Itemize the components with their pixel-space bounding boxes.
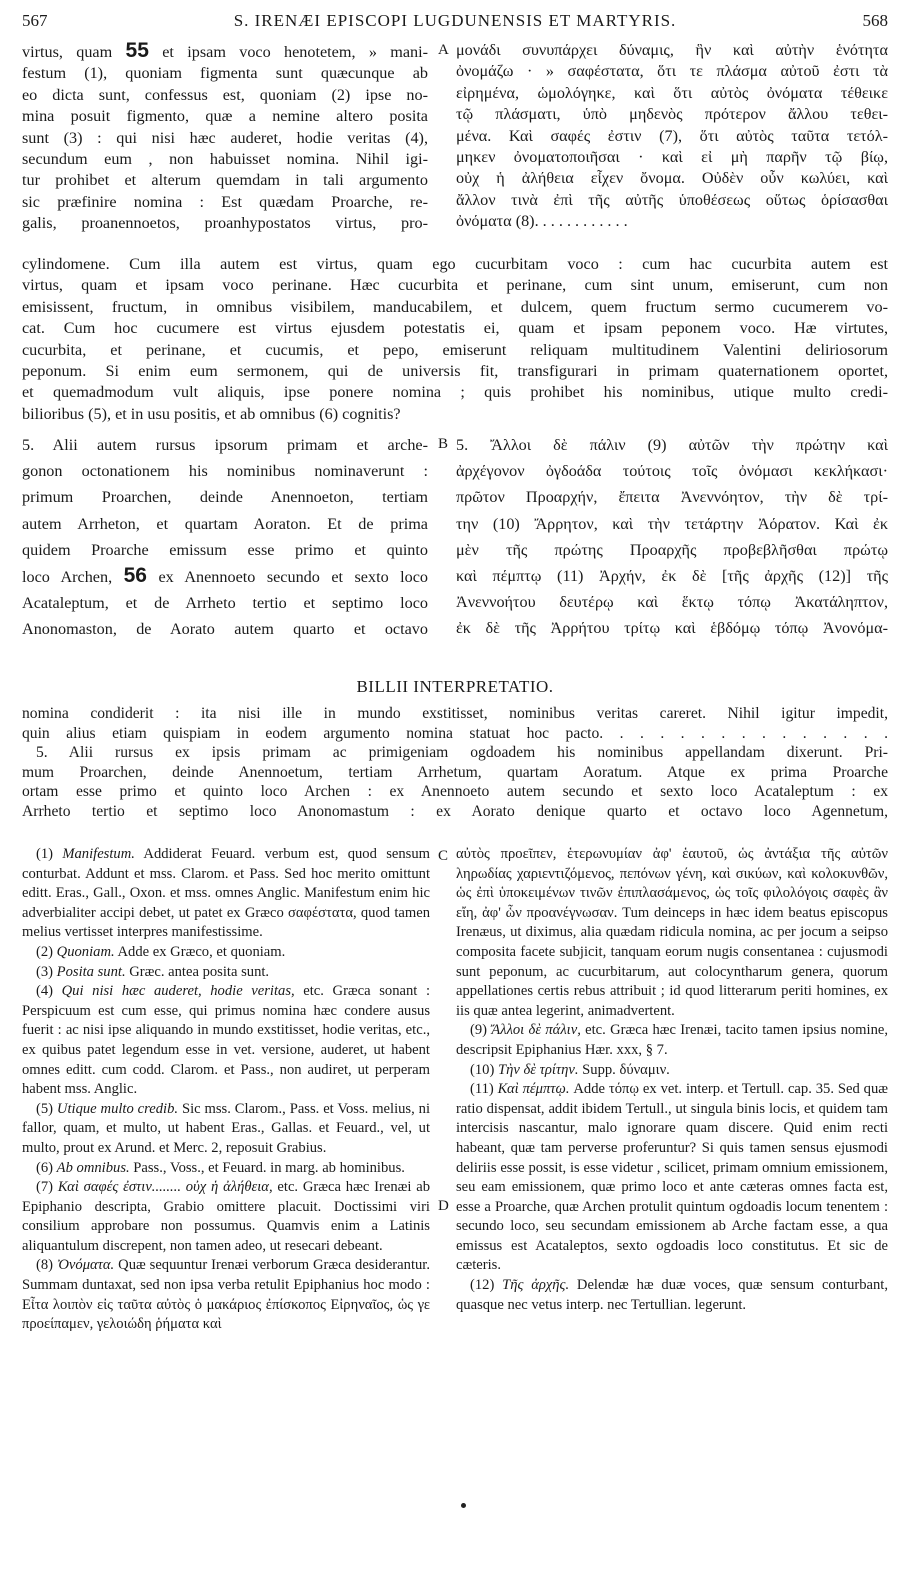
footnote-lemma: Καὶ πέμπτῳ. [497, 1081, 570, 1098]
footnote-text: Sic mss. Clarom., Pass. et Voss. melius, ni fallor, quam, et multo, ut habent Eras., Gallas. et Feuard., vel, ut multo, prout ex Arund. et Merc. 2, reposuit Grabius. [22, 1100, 431, 1156]
footnote [22, 1256, 430, 1334]
text-line: ὀνομάζω · » σαφέστατα, ὅτι τε πλάσμα αὐτοῦ ἐστι τὰ [456, 62, 888, 81]
footnote-number: (2) [36, 943, 57, 960]
footnote-text: Adde ex Græco, et quoniam. [114, 943, 286, 960]
footnotes-right [456, 845, 888, 1315]
text-line: 5. Alii rursus ex ipsis primam ac primigeniam ogdoadem his nominibus appellandam dixerunt. Pri- [36, 744, 888, 762]
text-line: 5. Alii autem rursus ipsorum primam et arche- [22, 436, 428, 454]
footnote-number: (7) [36, 1179, 58, 1196]
footnote-text: Quæ sequuntur Irenæi verborum Græca desiderantur. Summam duntaxat, sed non ipsa verba retulit Epiphanius hoc modo : Εἶτα λοιπὸν εἰς ταῦτα αὐτὸς ὁ μακάριος ἐπίσκοπος Εἰρηναῖος, ὡς γε προείπαμεν, γελοιώδη ῥήματα καὶ [22, 1257, 430, 1333]
footnote-lemma: Ab omnibus. [56, 1159, 130, 1176]
page-number-left: 567 [22, 11, 48, 30]
section-letter-d: D [438, 1198, 449, 1214]
footnote [22, 1178, 430, 1256]
text-line: mina posuit figmento, quæ a nemine altero posita [22, 107, 428, 126]
footnote-lemma: Manifestum. [62, 846, 135, 862]
text-line: eo dicta sunt, confessus est, quoniam (2) ipse no- [22, 85, 428, 104]
text-line: εἰρημένα, ὡμολόγηκε, καὶ ὅτι αὐτὸς ὀνόματα τέθεικε [456, 83, 888, 102]
footnote-lemma: Posita sunt. [56, 963, 126, 980]
footnote [22, 963, 430, 983]
footnote-text: αὐτὸς προεῖπεν, ἑτερωνυμίαν ἀφ' ἑαυτοῦ, ὡς ἀντάξια τῆς αὐτῶν ληρωδίας χαριεντιζόμενος, πεπόνων γένη, καὶ σικύων, καὶ κολοκυνθῶν, ὡς ἐπὶ ὑποκειμένων τινῶν ἐπιπλασάμενος, ὡς τοῖς φιλολόγοις σαφὲς ἂν εἴη, ἀφ' ὧν προανέγνωσαν. Tum deinceps in hæc idem beatus episcopus Irenæus, ut diximus, alia quædam ridicula nomina, ac per jocum a seipso composita facete subjicit, tanquam eorum nugis consentanea : cujusmodi sunt peponum, ac cucurbitarum, aut colocyntharum genera, quorum appellationes certis rebus attribuit ; id quod litterarum periti homines, ex iis quæ antea legerint, animadvertent. [456, 846, 888, 1019]
text-line: primum Proarchen, deinde Anennoeton, tertiam [22, 488, 428, 507]
text-line: sic præfinire nomina : Est quædam Proarche, re- [22, 192, 428, 211]
footnote-number: (12) [470, 1277, 503, 1294]
page-number-right: 568 [862, 11, 888, 30]
footnote-text: Adde τόπῳ ex vet. interp. et Tertull. cap. 35. Sed quæ ratio dispensat, addit ibidem Tertull., ut singula binis locis, et quidem tam intercisis nascantur, malo ignorare quam discere. Quid enim recti habeant, quæ tam perverse proferuntur? Si quis tamen sensus ejusmodi deliriis esse possit, is esse videtur , scilicet, primam omnium emissionem, seu eam emissionem, quæ primo loco et ante cæteras omnes facta est, esse a Proarche, quæ Archen protulit quintum ogdoadis locum tenentem : secundo loco, seu secundam emissionem ab Arche factam esse, a qua emissus est Acataleptos, sexto ogdoadis loco constitutus. Et sic de cæteris. [456, 1081, 888, 1274]
footnote [22, 1159, 430, 1179]
footnote [22, 1100, 430, 1159]
latin-full-width [22, 254, 888, 425]
text-line: tur prohibet et alterum quemdam in tali argumento [22, 171, 428, 190]
text-line: καὶ πέμπτῳ (11) Ἀρχήν, ἐκ δὲ [τῆς ἀρχῆς (12)] τῆς [456, 567, 888, 586]
interpretatio-text [22, 704, 888, 822]
footnote-number: (8) [36, 1257, 57, 1274]
footnote-number: (9) [470, 1022, 492, 1039]
text-line: μηκεν ὀνοματοποιῆσαι · καὶ εἰ μὴ παρῆν τῷ βίῳ, [456, 148, 888, 167]
footnote [22, 845, 430, 943]
text-line: Acataleptum, et de Arrheto tertio et septimo loco [22, 594, 428, 613]
section-letter-b: B [438, 436, 449, 452]
text-line: autem Arrheton, et quartam Aoraton. Et de prima [22, 514, 428, 533]
footnote-number: (10) [470, 1061, 498, 1078]
text-line: ἐκ δὲ τῆς Ἀρρήτου τρίτῳ καὶ ἑβδόμῳ τόπῳ Ἀνονόμα- [456, 619, 888, 638]
latin-column-top [22, 40, 428, 235]
text-line: et quemadmodum vult aliquis, ipse ponere nomina ; quis prohibet his nominibus, utique multo credi- [22, 383, 888, 402]
footnote-text: etc. Græca sonant : Perspicuum est cum esse, qui primus nomina hæc condere ausus fuerit : ac nisi ipse aliquando in mundo exstitisset, hodie veritas, etc., ex quibus patet legendum esse in vet. versione, auderet, ut habent omnes editt. cum codd. Clarom. et Pass., non audiret, ut perperam habent mss. Anglic. [22, 983, 431, 1098]
footnote-lemma: Utique multo credib. [56, 1100, 179, 1117]
footnote [456, 1276, 888, 1315]
text-line: bilioribus (5), et in usu positis, et ab omnibus (6) cognitis? [22, 404, 401, 423]
text-line: μονάδι συνυπάρχει δύναμις, ἣν καὶ αὐτὴν ἑνότητα [456, 41, 888, 59]
footnote [22, 982, 430, 1100]
section-letter-a: A [438, 42, 449, 58]
text-line: ortam esse primo et quinto loco Archen : ex Anennoeto autem secundo et sexto loco Acataleptum : ex [22, 783, 888, 801]
footnote-text: Græc. antea posita sunt. [125, 963, 270, 980]
footnote-text: Delendæ hæ duæ voces, quæ sensum conturbant, quasque nec vetus interp. nec Tertullian. legerunt. [456, 1277, 888, 1313]
column-number-56: 56 [123, 564, 147, 588]
footnote-text: Pass., Voss., et Feuard. in marg. ab hominibus. [129, 1159, 405, 1176]
text-line: quidem Proarche emissum esse primo et quinto [22, 540, 428, 559]
text-line: virtus, quam et ipsam voco perinane. Hæc cucurbita et perinane, cum sint unum, emiserunt, cum non [22, 276, 888, 295]
footnote [456, 1080, 888, 1276]
running-title: S. IRENÆI EPISCOPI LUGDUNENSIS ET MARTYRIS. [233, 11, 677, 30]
text-line: μένα. Καὶ σαφές ἐστιν (7), ὅτι αὐτὸς ταῦτα τετόλ- [456, 126, 888, 145]
footnote-lemma: Τὴν δὲ τρίτην. [497, 1061, 579, 1078]
column-number-55: 55 [125, 40, 149, 62]
text-line: ἄλλον τινὰ ἐπὶ τῆς αὐτῆς ὑποθέσεως οὕτως ὁρίσασθαι [456, 190, 888, 209]
section-letter-c: C [438, 848, 449, 864]
greek-column-top [456, 40, 888, 233]
text-line: cylindomene. Cum illa autem est virtus, quam ego cucurbitam voco : cum hac cucurbita autem est [22, 255, 888, 273]
text-line: nomina condiderit : ita nisi ille in mundo exstitisset, nominibus veritas careret. Nihil igitur impedit, [22, 705, 888, 722]
text-line: μὲν τῆς πρώτης Προαρχῆς προβεβλῆσθαι πρώτῳ [456, 540, 888, 559]
footnote-lemma: Ὀνόματα. [56, 1257, 115, 1274]
footnote-lemma: Quoniam. [56, 943, 115, 960]
section-heading: BILLII INTERPRETATIO. [356, 677, 554, 696]
text-line: sunt (3) : qui nisi hæc auderet, hodie veritas (4), [22, 128, 428, 147]
greek-column-sec5 [456, 432, 888, 642]
text-line: cat. Cum hoc cucumere est virtus ejusdem potestatis ei, quam et ipsam peponem voco. Hæ virtutes, [22, 319, 888, 338]
latin-column-sec5 [22, 432, 428, 643]
text-line: πρῶτον Προαρχήν, ἔπειτα Ἀνεννόητον, τὴν δὲ τρί- [456, 488, 888, 507]
text-line: ἀρχέγονον ὀγδοάδα τούτοις τοῖς ὀνόμασι κεκλήκασι· [456, 462, 888, 481]
text-line: virtus, quam 55 et ipsam voco henotetem, » mani- [22, 40, 428, 62]
footnote [456, 1021, 888, 1060]
text-line: 5. Ἄλλοι δὲ πάλιν (9) αὐτῶν τὴν πρώτην καὶ [456, 436, 888, 454]
footnote-number: (4) [36, 983, 62, 1000]
text-line: festum (1), quoniam figmenta sunt quæcunque ab [22, 64, 428, 83]
footnotes-left [22, 845, 430, 1335]
text-line: cucurbita, et perinane, et cucumis, et pepo, emiserunt reliquam multitudinem Valentini deliriosorum [22, 340, 888, 359]
footnote [22, 943, 430, 963]
footnote [456, 845, 888, 1021]
text-line: galis, proanennoetos, proanhypostatos virtus, pro- [22, 214, 428, 233]
text-line: τῷ πλάσματι, ὑπὸ μηδενὸς πρότερον ἄλλου τεθει- [456, 105, 888, 124]
running-head [22, 8, 888, 34]
text-line: loco Archen, 56 ex Anennoeto secundo et sexto loco [22, 564, 428, 588]
footnote-number: (5) [36, 1100, 57, 1117]
footnote-number: (1) [36, 846, 63, 862]
text-line: οὐχ ἡ ἀλήθεια εἶχεν ὄνομα. Οὐδὲν οὖν κωλύει, καὶ [456, 169, 888, 188]
footnote-text: etc. Græca hæc Irenæi, tacito tamen ipsius nomine, descripsit Epiphanius Hær. xxx, § 7. [456, 1022, 888, 1058]
footnote-lemma: Τῆς ἀρχῆς. [502, 1277, 570, 1294]
text-line: secundum eum , non habuisset nomina. Nihil igi- [22, 150, 428, 169]
text-line: Anonomaston, de Aorato autem quarto et octavo [22, 620, 428, 639]
text-line: quin alius etiam quispiam in eodem argumento nomina statuat hoc pacto. . . . . . . . . . . . . . . [22, 724, 888, 742]
footnote-lemma: Καὶ σαφές ἐστιν........ οὐχ ἡ ἀλήθεια, [57, 1179, 273, 1196]
ornament-dot [461, 1503, 466, 1508]
footnote-text: Addiderat Feuard. verbum est, quod sensum conturbat. Addunt et mss. Clarom. et Pass. Sed hoc merito omittunt editt. Eras., Gall., Oxon. et mss. omnes Anglic. Manifestum enim hic adverbialiter accipi debet, ut patet ex Græco σαφέστατα, quod tamen melius vertisset interpres manifestissime. [22, 846, 430, 941]
text-line: emisissent, fructum, in omnibus visibilem, manducabilem, et dulcem, quem fructum sermo cucumerem vo- [22, 297, 888, 316]
text-line: την (10) Ἄρρητον, καὶ τὴν τετάρτην Ἀόρατον. Καὶ ἐκ [456, 514, 888, 533]
footnote-lemma: Ἄλλοι δὲ πάλιν, [491, 1022, 581, 1039]
text-line: Arrheto tertio et septimo loco Anonomastum : ex Aorato denique quarto et octavo loco Agennetum, [22, 802, 888, 820]
footnote-number: (11) [470, 1081, 498, 1098]
footnote-number: (6) [36, 1159, 57, 1176]
footnote-number: (3) [36, 963, 57, 980]
footnote-text: Supp. δύναμιν. [578, 1061, 670, 1078]
footnote-lemma: Qui nisi hæc auderet, hodie veritas, [61, 983, 295, 1000]
text-line: gonon octonationem his nominibus nominaverunt : [22, 462, 428, 481]
footnote [456, 1061, 888, 1081]
text-line: mum Proarchen, deinde Anennoetum, tertiam Arrhetum, quartam Aoratum. Atque ex prima Proarche [22, 763, 888, 781]
text-line: ὀνόματα (8). . . . . . . . . . . . [456, 212, 628, 231]
footnote-text: etc. Græca hæc Irenæi ab Epiphanio descripta, Grabio omittere placuit. Doctissimi viri consilium approbare non possumus. Quamvis enim a Latinis aliquantulum discrepent, non tamen adeo, ut resecari debeant. [22, 1179, 430, 1254]
text-line: Ἀνεννοήτου δευτέρῳ καὶ ἕκτῳ τόπῳ Ἀκατάληπτον, [456, 593, 888, 612]
text-line: peponum. Si enim eum sermonem, qui de universis fit, transfigurari in primam quaternationem oportet, [22, 362, 888, 381]
